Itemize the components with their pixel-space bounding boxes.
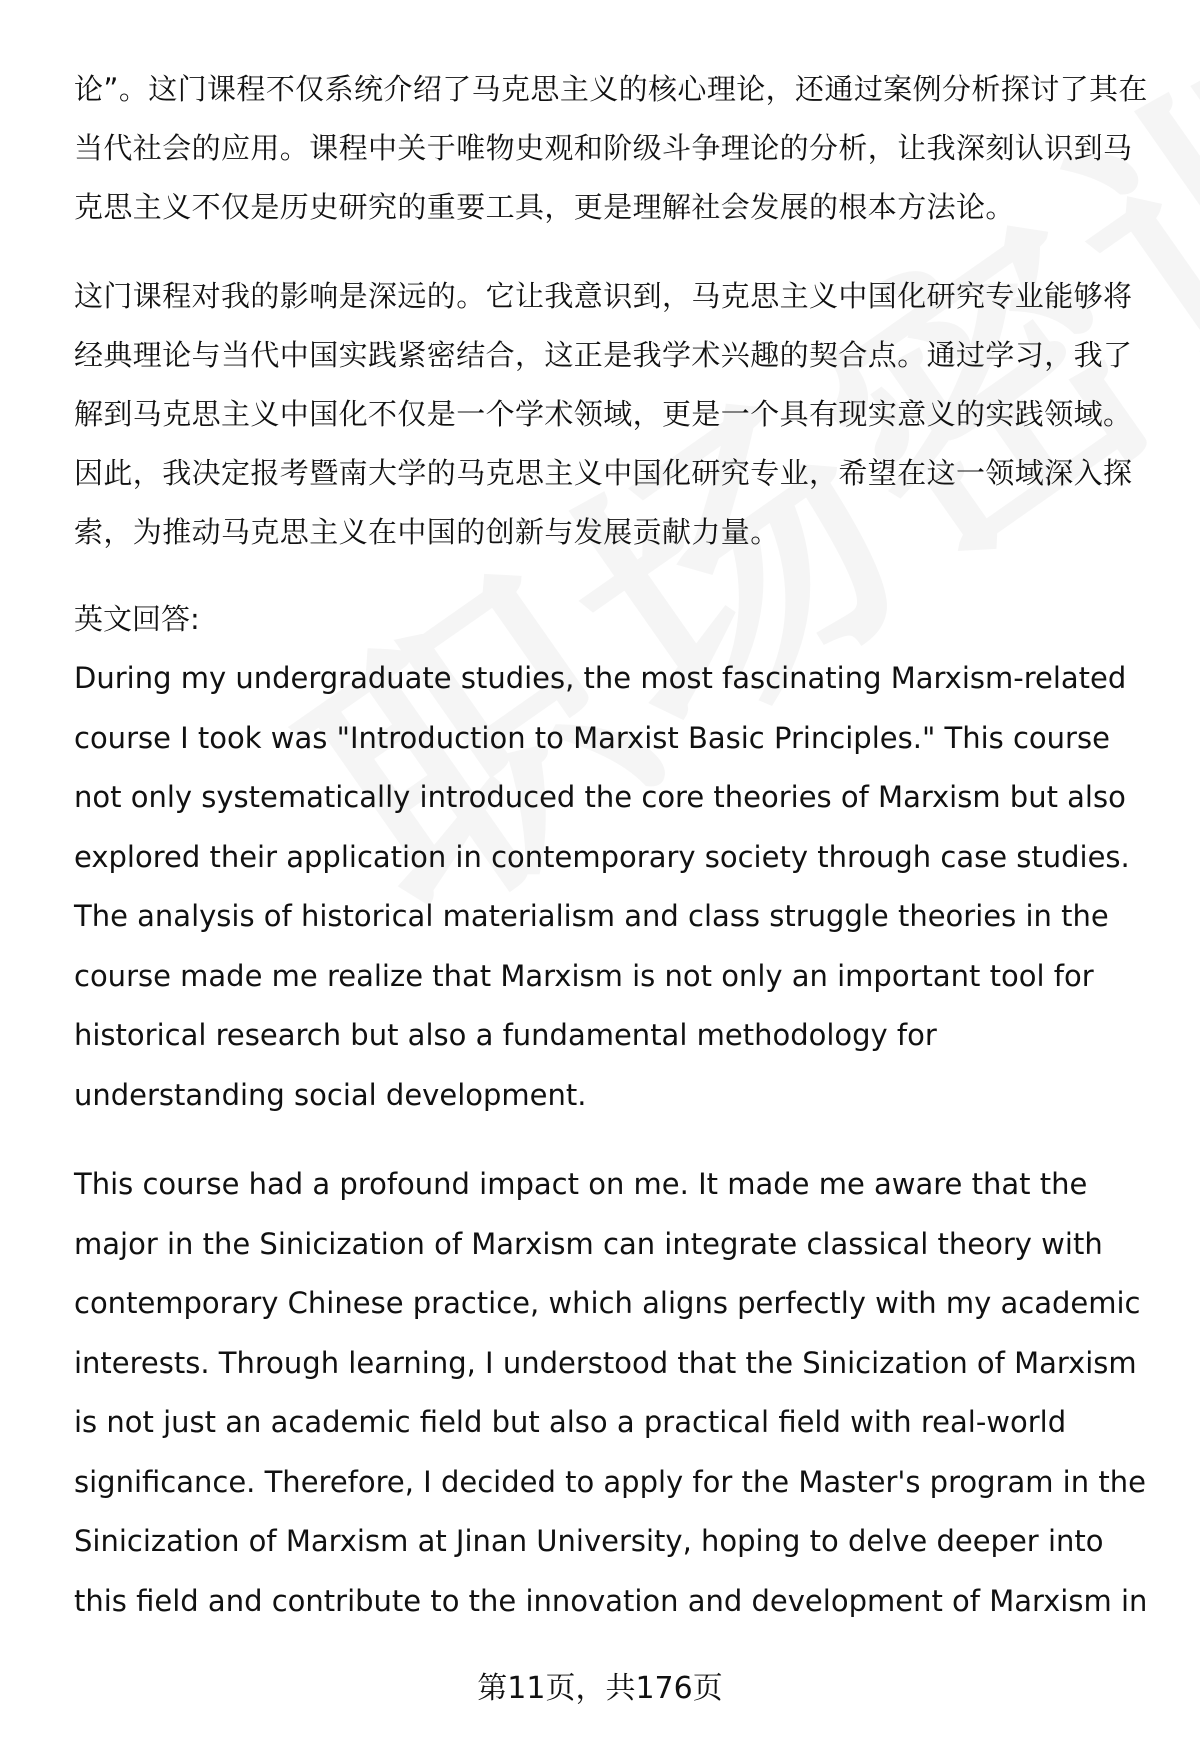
document-body [74,60,1154,1631]
chinese-paragraph-1: 论”。这门课程不仅系统介绍了马克思主义的核心理论，还通过案例分析探讨了其在当代社会的应用。课程中关于唯物史观和阶级斗争理论的分析，让我深刻认识到马克思主义不仅是历史研究的重要工具，更是理解社会发展的根本方法论。 [74,72,1148,224]
english-paragraph-2: This course had a profound impact on me. It made me aware that the major in the Sinicization of Marxism can integrate classical theory with contemporary Chinese practice, which aligns perfectly with my academic interests. Through learning, I understood that the Sinicization of Marxism is not just an academic field but also a practical field with real-world significance. Therefore, I decided to apply for the Master's program in the Sinicization of Marxism at Jinan University, hoping to delve deeper into this field and contribute to the innovation and development of Marxism in [74,1167,1148,1618]
chinese-paragraph-2: 这门课程对我的影响是深远的。它让我意识到，马克思主义中国化研究专业能够将经典理论与当代中国实践紧密结合，这正是我学术兴趣的契合点。通过学习，我了解到马克思主义中国化不仅是一个学术领域，更是一个具有现实意义的实践领域。因此，我决定报考暨南大学的马克思主义中国化研究专业，希望在这一领域深入探索，为推动马克思主义在中国的创新与发展贡献力量。 [74,279,1133,549]
page-number-footer: 第11页，共176页 [477,1671,723,1706]
english-paragraph-1: During my undergraduate studies, the most fascinating Marxism-related course I took was "Introduction to Marxist Basic Principles." This course not only systematically introduced the core theories of Marxism but also explored their application in contemporary society through case studies. The analysis of historical materialism and class struggle theories in the course made me realize that Marxism is not only an important tool for historical research but also a fundamental methodology for understanding social development. [74,661,1130,1112]
english-answer-label: 英文回答: [74,602,200,636]
